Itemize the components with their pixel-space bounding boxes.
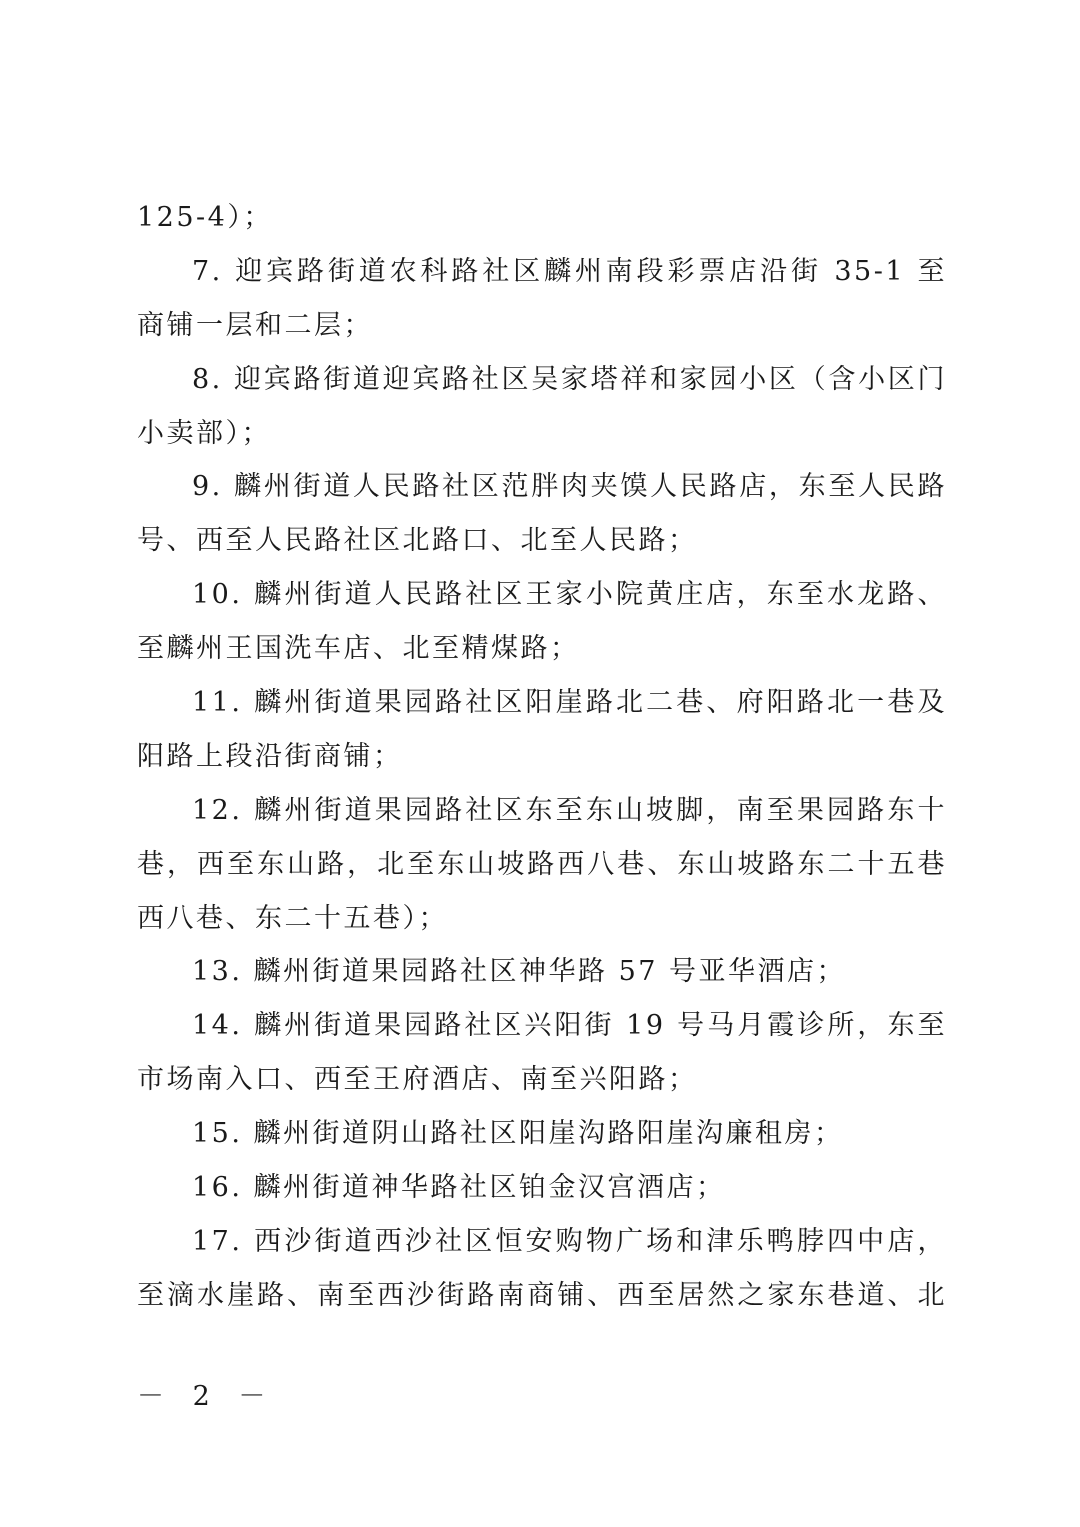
- text-line: 至滴水崖路、南至西沙街路南商铺、西至居然之家东巷道、北: [137, 1280, 947, 1311]
- text-line: 市场南入口、西至王府酒店、南至兴阳路；: [137, 1064, 698, 1095]
- text-line: 12. 麟州街道果园路社区东至东山坡脚，南至果园路东十: [192, 795, 947, 826]
- text-line: 17. 西沙街道西沙社区恒安购物广场和津乐鸭脖四中店，: [192, 1226, 947, 1257]
- text-line: 巷，西至东山路，北至东山坡路西八巷、东山坡路东二十五巷: [137, 849, 947, 880]
- text-line: 号、西至人民路社区北路口、北至人民路；: [137, 525, 698, 556]
- text-line: 阳路上段沿街商铺；: [137, 741, 403, 772]
- text-line: 10. 麟州街道人民路社区王家小院黄庄店，东至水龙路、: [192, 579, 947, 610]
- text-line: 14. 麟州街道果园路社区兴阳街 19 号马月霞诊所，东至: [192, 1010, 947, 1041]
- text-line: 商铺一层和二层；: [137, 310, 373, 341]
- text-line: 7. 迎宾路街道农科路社区麟州南段彩票店沿街 35-1 至: [192, 256, 947, 287]
- text-line: 16. 麟州街道神华路社区铂金汉宫酒店；: [192, 1172, 726, 1203]
- text-line: 小卖部）；: [137, 418, 271, 449]
- page-number: － 2 －: [137, 1381, 276, 1412]
- text-line: 125-4）；: [137, 202, 273, 233]
- text-line: 13. 麟州街道果园路社区神华路 57 号亚华酒店；: [192, 956, 847, 987]
- text-line: 8. 迎宾路街道迎宾路社区吴家塔祥和家园小区（含小区门: [192, 364, 947, 395]
- text-line: 至麟州王国洗车店、北至精煤路；: [137, 633, 580, 664]
- text-line: 15. 麟州街道阴山路社区阳崖沟路阳崖沟廉租房；: [192, 1118, 844, 1149]
- text-line: 11. 麟州街道果园路社区阳崖路北二巷、府阳路北一巷及: [192, 687, 947, 718]
- text-line: 9. 麟州街道人民路社区范胖肉夹馍人民路店，东至人民路: [192, 471, 947, 502]
- text-line: 西八巷、东二十五巷）；: [137, 903, 448, 934]
